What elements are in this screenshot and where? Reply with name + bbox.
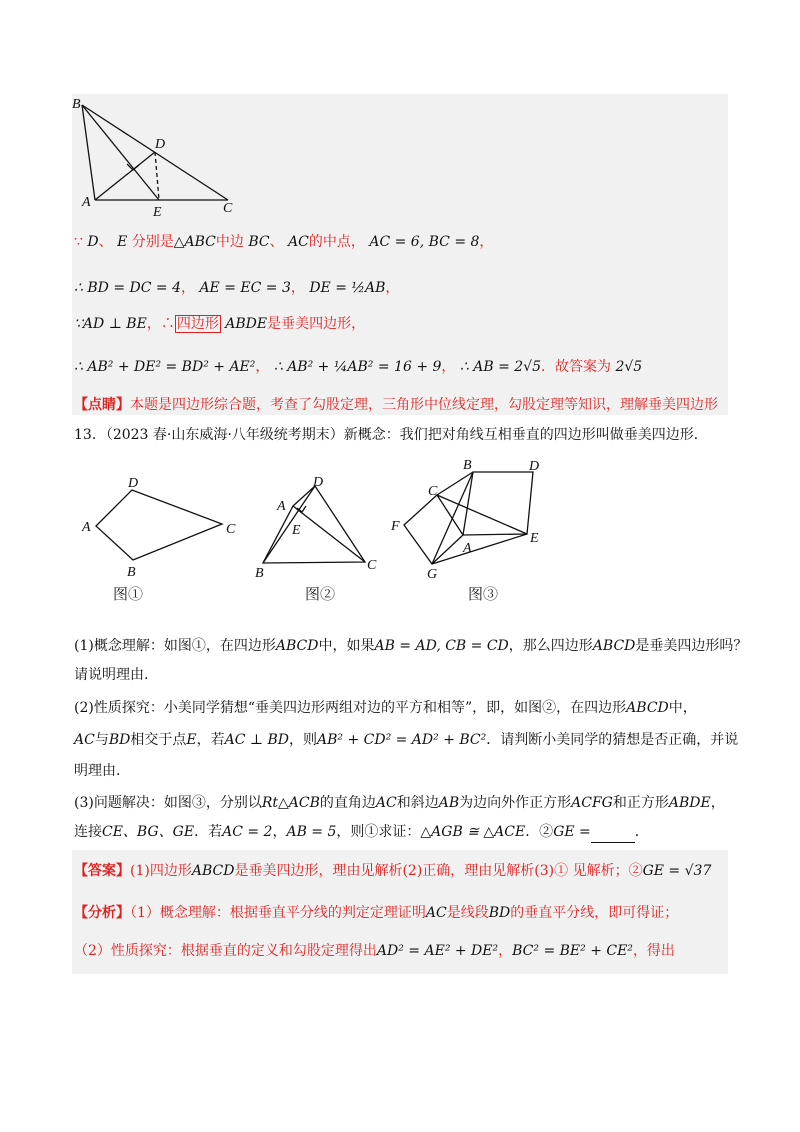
- fig3-label-d: D: [529, 459, 540, 474]
- label-e: E: [153, 205, 162, 218]
- solution-line-2: ∴ BD = DC = 4， AE = EC = 3， DE = ½AB，: [74, 280, 400, 296]
- q13-part2-line3: 明理由.: [74, 763, 121, 779]
- q13-part1-line2: 请说明理由.: [74, 667, 149, 683]
- solution-line-3: ∵AD ⊥ BE，∴ 四边形 ABDE是垂美四边形，: [74, 316, 366, 332]
- fig1-label-d: D: [128, 476, 139, 491]
- fig2-label-c: C: [367, 558, 377, 573]
- fig2-label-a: A: [277, 499, 286, 514]
- label-c: C: [223, 201, 233, 216]
- answer-line: 【答案】(1)四边形ABCD是垂美四边形，理由见解析(2)正确，理由见解析(3)① 见解析；②GE = √37: [74, 863, 712, 879]
- fig2-label-e: E: [292, 523, 301, 538]
- figure-triangle-abc: [66, 96, 246, 218]
- fig3-label-g: G: [427, 567, 438, 582]
- label-a: A: [82, 195, 91, 210]
- fig1-caption: 图①: [113, 585, 144, 603]
- analysis-line-1: 【分析】（1）概念理解：根据垂直平分线的判定定理证明AC是线段BD的垂直平分线，即可得证；: [74, 905, 679, 921]
- fig1-label-a: A: [82, 520, 91, 535]
- fig2-label-b: B: [255, 566, 264, 581]
- fig1-label-b: B: [127, 565, 136, 580]
- q13-part1-line1: (1)概念理解：如图①，在四边形ABCD中，如果AB = AD, CB = CD，那么四边形ABCD是垂美四边形吗？: [74, 638, 748, 654]
- q13-part2-line2: AC与BD相交于点E，若AC ⊥ BD，则AB² + CD² = AD² + BC²．请判断小美同学的猜想是否正确，并说: [74, 732, 739, 748]
- q13-part3-line1: (3)问题解决：如图③，分别以Rt△ACB的直角边AC和斜边AB为边向外作正方形ACFG和正方形ABDE，: [74, 795, 725, 811]
- q13-title: 13．（2023 春·山东威海·八年级统考期末）新概念：我们把对角线互相垂直的四边形叫做垂美四边形．: [74, 427, 708, 443]
- analysis-line-2: （2）性质探究：根据垂直的定义和勾股定理得出AD² = AE² + DE²，BC² = BE² + CE²，得出: [74, 943, 675, 959]
- figure-1: [78, 470, 253, 580]
- fig3-caption: 图③: [468, 585, 499, 603]
- fig3-label-e: E: [530, 531, 539, 546]
- fig3-label-a: A: [463, 541, 472, 556]
- q13-part3-line2: 连接CE、BG、GE．若AC = 2，AB = 5，则①求证：△AGB ≅ △ACE．②GE = ．: [74, 821, 649, 843]
- solution-line-4: ∴ AB² + DE² = BD² + AE²， ∴ AB² + ¼AB² = 16 + 9， ∴ AB = 2√5．故答案为 2√5: [74, 359, 643, 375]
- solution-line-1: ∵ D、 E 分别是△ABC中边 BC、 AC的中点， AC = 6, BC = 8，: [74, 234, 494, 250]
- fig1-label-c: C: [226, 522, 236, 537]
- figure-2: [250, 472, 390, 584]
- answer-blank: [591, 828, 635, 843]
- fig2-label-d: D: [313, 475, 324, 490]
- fig3-label-f: F: [391, 519, 400, 534]
- figure-3: [385, 458, 555, 583]
- dianjing-line: 【点睛】本题是四边形综合题，考查了勾股定理，三角形中位线定理，勾股定理等知识，理解垂美四边形: [74, 397, 718, 413]
- fig3-label-b: B: [463, 458, 472, 473]
- fig2-caption: 图②: [305, 585, 336, 603]
- q13-part2-line1: (2)性质探究：小美同学猜想“垂美四边形两组对边的平方和相等”，即，如图②，在四边形ABCD中，: [74, 700, 697, 716]
- label-b: B: [72, 97, 81, 112]
- label-d: D: [155, 137, 166, 152]
- fig3-label-c: C: [428, 484, 438, 499]
